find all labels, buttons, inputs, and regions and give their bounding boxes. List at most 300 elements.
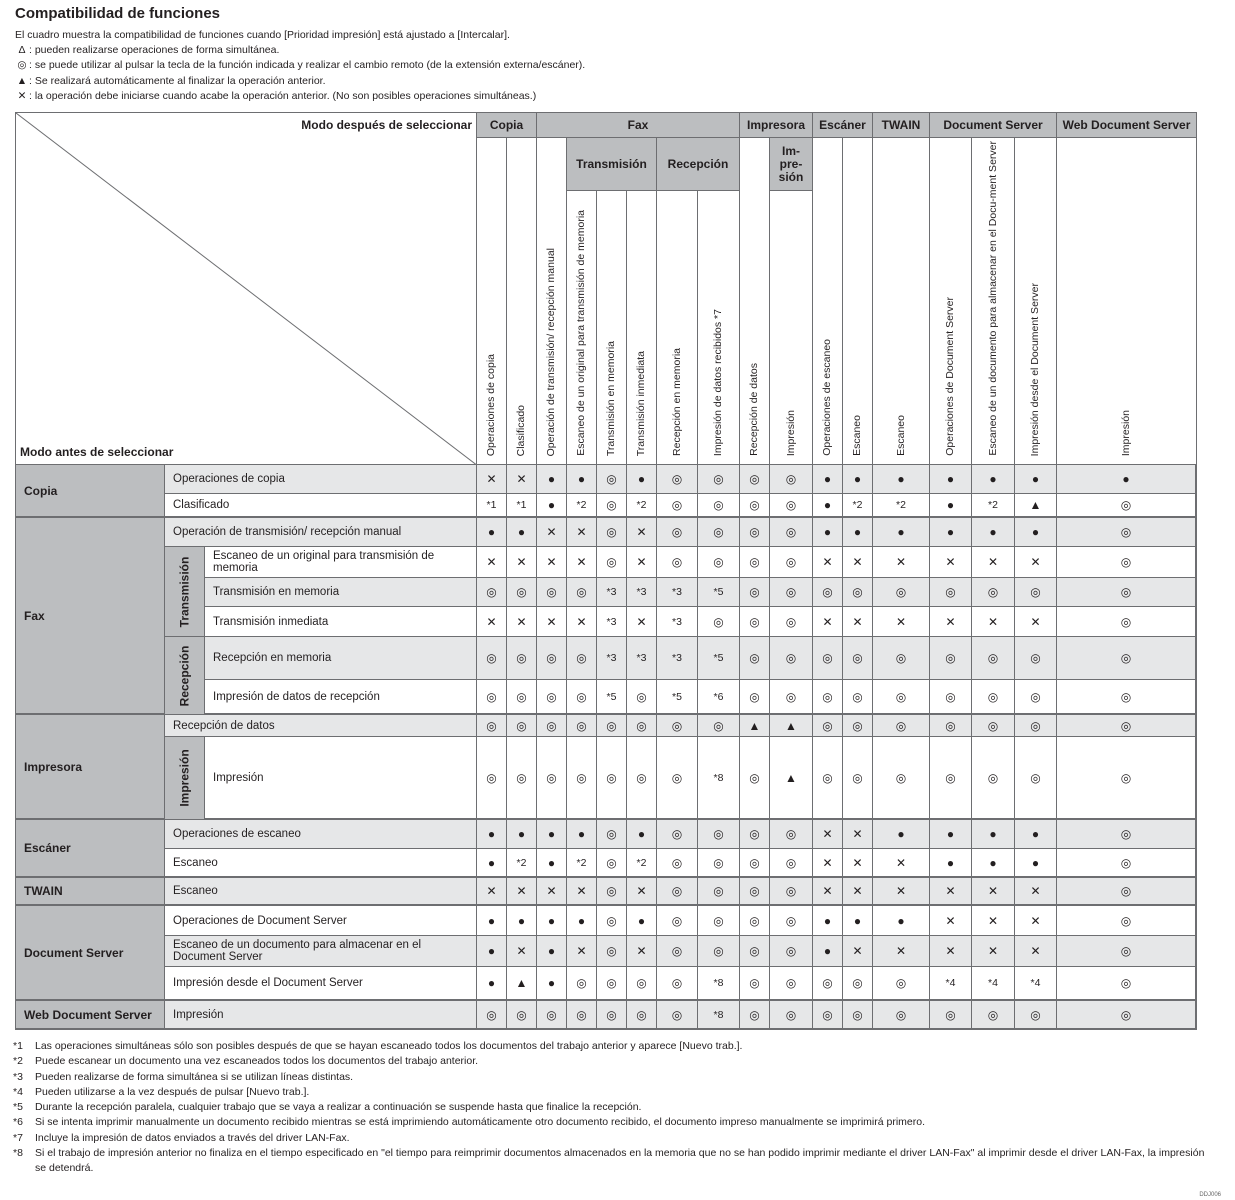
compatible-dot-icon-text: ● — [547, 498, 556, 512]
double-circle-icon — [972, 1001, 1015, 1030]
cross-icon-text: ✕ — [987, 913, 999, 928]
cross-icon — [537, 878, 567, 906]
double-circle-icon — [627, 680, 657, 715]
double-circle-icon-text: ◎ — [1120, 976, 1132, 990]
cross-icon-text: ✕ — [546, 614, 557, 629]
double-circle-icon — [597, 518, 627, 547]
triangle-filled-icon — [770, 737, 813, 820]
double-circle-icon-text: ◎ — [486, 689, 497, 704]
row-label-text: Operación de transmisión/ recepción manual — [173, 526, 402, 538]
figure-code: DDJ006 — [1199, 1192, 1221, 1198]
compatible-dot-icon-text: ● — [1122, 472, 1130, 486]
double-circle-icon-text: ◎ — [606, 525, 617, 539]
double-circle-icon — [627, 715, 657, 737]
double-circle-icon-text: ◎ — [749, 585, 760, 599]
double-circle-icon — [740, 849, 770, 878]
double-circle-icon-text: ◎ — [671, 525, 683, 539]
double-circle-icon-text: ◎ — [1030, 718, 1041, 733]
compatible-dot-icon-text: ● — [946, 827, 955, 841]
double-circle-icon-text: ◎ — [749, 944, 760, 958]
compatible-dot-icon — [477, 967, 507, 1001]
cross-icon — [477, 465, 507, 494]
double-circle-icon-text: ◎ — [671, 498, 683, 512]
double-circle-icon-text: ◎ — [1120, 689, 1132, 704]
column-header — [537, 138, 567, 465]
column-header-text: Escaneo — [894, 415, 907, 456]
double-circle-icon-text: ◎ — [671, 770, 683, 785]
double-circle-icon-text: ◎ — [945, 585, 956, 599]
cross-icon — [627, 607, 657, 637]
double-circle-icon-text: ◎ — [1120, 884, 1132, 898]
double-circle-icon-text: ◎ — [749, 525, 760, 539]
compatible-dot-icon-text: ● — [547, 976, 556, 990]
double-circle-icon-text: ◎ — [852, 689, 863, 704]
column-header — [1015, 138, 1057, 465]
double-circle-icon-text: ◎ — [895, 718, 907, 733]
double-circle-icon — [507, 578, 537, 607]
cross-icon — [477, 878, 507, 906]
compatible-dot-icon — [567, 820, 597, 849]
row-group-header-text: Web Document Server — [24, 1007, 152, 1022]
double-circle-icon — [873, 637, 930, 680]
double-circle-icon-text: ◎ — [713, 944, 724, 958]
cross-icon-text: ✕ — [636, 614, 647, 629]
double-circle-icon — [740, 465, 770, 494]
compatible-dot-icon-text: ● — [989, 827, 997, 841]
double-circle-icon-text: ◎ — [822, 718, 833, 733]
compatible-dot-icon — [1015, 820, 1057, 849]
double-circle-icon-text: ◎ — [516, 770, 527, 785]
cross-icon — [972, 878, 1015, 906]
double-circle-icon — [770, 906, 813, 936]
double-circle-icon — [537, 715, 567, 737]
triangle-filled-icon — [1015, 494, 1057, 518]
double-circle-icon — [567, 967, 597, 1001]
double-circle-icon — [1057, 680, 1197, 715]
double-circle-icon — [930, 680, 972, 715]
double-circle-icon — [770, 494, 813, 518]
double-circle-icon-text: ◎ — [749, 472, 760, 486]
double-circle-icon-text: ◎ — [576, 976, 587, 990]
cross-icon-text: ✕ — [987, 884, 999, 898]
double-circle-icon-text: ◎ — [636, 689, 647, 704]
compatible-dot-icon — [930, 465, 972, 494]
compatible-dot-icon — [1057, 465, 1197, 494]
double-circle-icon-text: ◎ — [785, 855, 797, 870]
double-circle-icon-text: ◎ — [576, 651, 587, 665]
column-header-text: Clasificado — [515, 404, 527, 456]
row-label-text: Impresión — [173, 1008, 224, 1021]
cross-icon-text: ✕ — [895, 614, 907, 629]
double-circle-icon-text: ◎ — [713, 855, 724, 870]
double-circle-icon — [657, 878, 698, 906]
double-circle-icon-text: ◎ — [516, 718, 527, 733]
row-label-text: Escaneo — [173, 885, 218, 897]
compatible-dot-icon-text: ● — [989, 525, 997, 539]
cross-icon — [537, 547, 567, 578]
footnote-ref-text: *3 — [672, 615, 682, 628]
cross-icon-text: ✕ — [486, 614, 497, 629]
footnote-ref-text: *3 — [636, 586, 647, 598]
double-circle-icon — [843, 967, 873, 1001]
double-circle-icon — [740, 1001, 770, 1030]
double-circle-icon — [657, 820, 698, 849]
double-circle-icon-text: ◎ — [546, 585, 557, 599]
compatible-dot-icon-text: ● — [823, 498, 832, 512]
double-circle-icon-text: ◎ — [987, 585, 999, 599]
cross-icon — [1015, 878, 1057, 906]
double-circle-icon — [1015, 637, 1057, 680]
compatible-dot-icon-text: ● — [1031, 855, 1040, 870]
double-circle-icon — [657, 906, 698, 936]
double-circle-icon — [813, 715, 843, 737]
compatible-dot-icon — [813, 465, 843, 494]
cross-icon-text: ✕ — [1030, 884, 1041, 898]
double-circle-icon — [972, 680, 1015, 715]
triangle-filled-icon-text: ▲ — [1029, 498, 1042, 512]
double-circle-icon-text: ◎ — [785, 651, 797, 665]
column-group-header — [813, 113, 873, 138]
double-circle-icon — [698, 820, 740, 849]
cross-icon-text: ✕ — [852, 555, 863, 569]
double-circle-icon-text: ◎ — [1120, 585, 1132, 599]
column-group-header-text: Impresora — [746, 118, 806, 132]
cross-icon-text: ✕ — [516, 472, 527, 486]
double-circle-icon — [698, 518, 740, 547]
compatible-dot-icon-text: ● — [487, 827, 496, 841]
footnote-ref-text: *2 — [896, 499, 906, 511]
double-circle-icon — [657, 547, 698, 578]
footnote-ref — [627, 494, 657, 518]
footnote-ref — [597, 637, 627, 680]
column-header — [507, 138, 537, 465]
column-header-text: Operaciones de escaneo — [821, 339, 833, 456]
double-circle-icon-text: ◎ — [486, 651, 497, 665]
column-header — [657, 191, 698, 465]
cross-icon — [813, 849, 843, 878]
double-circle-icon — [537, 737, 567, 820]
double-circle-icon-text: ◎ — [749, 689, 760, 704]
footnote-ref — [597, 607, 627, 637]
compatible-dot-icon — [972, 518, 1015, 547]
row-label-text: Recepción de datos — [173, 719, 275, 732]
double-circle-icon-text: ◎ — [713, 472, 724, 486]
cross-icon — [567, 607, 597, 637]
cross-icon — [507, 465, 537, 494]
cross-icon — [873, 547, 930, 578]
compatible-dot-icon — [930, 849, 972, 878]
double-circle-icon-text: ◎ — [606, 827, 617, 841]
double-circle-icon — [813, 578, 843, 607]
cross-icon-text: ✕ — [636, 555, 647, 569]
cross-icon-text: ✕ — [1030, 555, 1041, 569]
column-header — [843, 138, 873, 465]
double-circle-icon-text: ◎ — [1120, 614, 1132, 629]
cross-icon-text: ✕ — [516, 555, 527, 569]
double-circle-icon-text: ◎ — [606, 555, 617, 569]
cross-icon — [873, 607, 930, 637]
double-circle-icon-text: ◎ — [713, 718, 724, 733]
row-label-text: Impresión — [213, 771, 264, 784]
footnote-ref-text: *8 — [713, 771, 724, 784]
row-label — [205, 680, 477, 715]
compatible-dot-icon-text: ● — [577, 913, 586, 928]
double-circle-icon — [597, 967, 627, 1001]
double-circle-icon-text: ◎ — [486, 1007, 497, 1022]
cross-icon — [507, 878, 537, 906]
cross-icon-text: ✕ — [945, 944, 956, 958]
double-circle-icon — [770, 637, 813, 680]
row-group-header-text: Impresora — [24, 759, 83, 774]
double-circle-icon-text: ◎ — [546, 651, 557, 665]
double-circle-icon-text: ◎ — [785, 498, 797, 512]
cross-icon — [627, 878, 657, 906]
column-header-text: Transmisión inmediata — [635, 350, 647, 456]
double-circle-icon — [1057, 494, 1197, 518]
footnote-ref-text: *2 — [852, 499, 863, 511]
double-circle-icon-text: ◎ — [713, 884, 724, 898]
compatible-dot-icon — [537, 906, 567, 936]
footnote-ref — [507, 849, 537, 878]
double-circle-icon — [537, 578, 567, 607]
cross-icon — [930, 878, 972, 906]
double-circle-icon-text: ◎ — [486, 585, 497, 599]
cross-icon — [507, 607, 537, 637]
double-circle-icon-text: ◎ — [516, 689, 527, 704]
double-circle-icon — [657, 715, 698, 737]
column-header — [740, 138, 770, 465]
double-circle-icon-text: ◎ — [606, 1007, 617, 1022]
cross-icon — [972, 936, 1015, 967]
cross-icon — [813, 607, 843, 637]
cross-icon-text: ✕ — [576, 555, 587, 569]
cross-icon-text: ✕ — [636, 884, 647, 898]
double-circle-icon-text: ◎ — [749, 614, 760, 629]
cross-icon-text: ✕ — [546, 884, 557, 898]
double-circle-icon — [972, 715, 1015, 737]
double-circle-icon-text: ◎ — [1120, 770, 1132, 785]
footnote-ref — [1015, 967, 1057, 1001]
double-circle-icon — [873, 578, 930, 607]
cross-icon — [930, 906, 972, 936]
cross-icon — [567, 518, 597, 547]
row-label — [165, 465, 477, 494]
footnote-ref — [627, 849, 657, 878]
column-header-text: Escaneo — [851, 415, 863, 456]
footnote-ref — [597, 680, 627, 715]
double-circle-icon — [1057, 849, 1197, 878]
double-circle-icon — [507, 680, 537, 715]
compatible-dot-icon-text: ● — [897, 827, 905, 841]
double-circle-icon — [740, 680, 770, 715]
double-circle-icon-text: ◎ — [1120, 855, 1132, 870]
double-circle-icon — [740, 518, 770, 547]
footnote-ref-text: *3 — [672, 652, 682, 664]
column-header-text: Impresión desde el Document Server — [1029, 282, 1041, 456]
compatible-dot-icon-text: ● — [1031, 525, 1040, 539]
compatible-dot-icon — [627, 906, 657, 936]
double-circle-icon — [740, 737, 770, 820]
double-circle-icon-text: ◎ — [1120, 827, 1132, 841]
footnote-ref-text: *2 — [636, 856, 647, 869]
double-circle-icon — [567, 637, 597, 680]
double-circle-icon — [843, 637, 873, 680]
double-circle-icon — [657, 849, 698, 878]
double-circle-icon-text: ◎ — [713, 525, 724, 539]
footnote-ref — [698, 680, 740, 715]
footnote-ref-text: *5 — [713, 586, 724, 598]
cross-icon-text: ✕ — [895, 855, 907, 870]
double-circle-icon — [567, 680, 597, 715]
double-circle-icon-text: ◎ — [749, 884, 760, 898]
compatible-dot-icon-text: ● — [487, 976, 496, 990]
cross-icon-text: ✕ — [516, 944, 527, 958]
cross-icon — [843, 849, 873, 878]
cross-icon-text: ✕ — [1030, 944, 1041, 958]
compatible-dot-icon — [873, 465, 930, 494]
row-label-text: Impresión desde el Document Server — [173, 977, 363, 989]
double-circle-icon — [698, 547, 740, 578]
double-circle-icon-text: ◎ — [1030, 770, 1041, 785]
row-group-header — [15, 1001, 165, 1030]
triangle-filled-icon-text: ▲ — [785, 718, 797, 733]
compatible-dot-icon-text: ● — [823, 913, 832, 928]
column-header — [930, 138, 972, 465]
footnote: *3 Pueden realizarse de forma simultánea si se utilizan líneas distintas. — [13, 1070, 354, 1083]
column-group-header — [740, 113, 813, 138]
cross-icon — [843, 936, 873, 967]
compatible-dot-icon — [507, 906, 537, 936]
row-group-header-text: Fax — [24, 608, 45, 623]
cross-icon-text: ✕ — [852, 614, 863, 629]
row-group-header — [15, 820, 165, 878]
footnote-ref — [873, 494, 930, 518]
compatible-dot-icon-text: ● — [1031, 472, 1040, 486]
double-circle-icon — [813, 637, 843, 680]
footnote-ref — [477, 494, 507, 518]
compatible-dot-icon-text: ● — [897, 913, 905, 928]
cross-icon-text: ✕ — [576, 944, 587, 958]
compatible-dot-icon-text: ● — [517, 827, 526, 841]
footnote-ref — [627, 637, 657, 680]
triangle-filled-icon — [770, 715, 813, 737]
compatible-dot-icon-text: ● — [853, 472, 862, 486]
double-circle-icon — [740, 637, 770, 680]
double-circle-icon-text: ◎ — [606, 770, 617, 785]
double-circle-icon — [627, 737, 657, 820]
double-circle-icon-text: ◎ — [749, 913, 760, 928]
cross-icon-text: ✕ — [822, 555, 833, 569]
triangle-filled-icon — [507, 967, 537, 1001]
double-circle-icon-text: ◎ — [606, 944, 617, 958]
double-circle-icon-text: ◎ — [606, 976, 617, 990]
double-circle-icon-text: ◎ — [576, 689, 587, 704]
double-circle-icon-text: ◎ — [606, 472, 617, 486]
compatible-dot-icon-text: ● — [577, 827, 586, 841]
double-circle-icon — [1015, 1001, 1057, 1030]
footnote-ref — [597, 578, 627, 607]
page-title: Compatibilidad de funciones — [15, 5, 221, 22]
row-label-text: Operaciones de escaneo — [173, 828, 301, 840]
row-label — [205, 547, 477, 578]
compatible-dot-icon-text: ● — [547, 944, 556, 958]
double-circle-icon — [770, 878, 813, 906]
double-circle-icon-text: ◎ — [852, 1007, 863, 1022]
double-circle-icon-text: ◎ — [1120, 555, 1132, 569]
cross-icon-text: ✕ — [822, 827, 833, 841]
row-subgroup-transmision — [165, 547, 205, 637]
cross-icon-text: ✕ — [945, 913, 956, 928]
double-circle-icon-text: ◎ — [945, 718, 956, 733]
footnote-ref — [657, 607, 698, 637]
double-circle-icon-text: ◎ — [546, 1007, 557, 1022]
column-header-text: Escaneo de un original para transmisión de memoria — [575, 210, 587, 456]
footnote: *1 Las operaciones simultáneas sólo son posibles después de que se hayan escaneado todos los documentos del trabajo anterior y aparece [Nuevo trab.]. — [13, 1040, 743, 1052]
double-circle-icon-text: ◎ — [1120, 718, 1132, 733]
double-circle-icon — [698, 878, 740, 906]
double-circle-icon-text: ◎ — [546, 770, 557, 785]
row-label — [165, 936, 477, 967]
compatible-dot-icon-text: ● — [946, 472, 955, 486]
compatible-dot-icon-text: ● — [823, 944, 832, 958]
footnote-ref-text: *1 — [516, 499, 527, 511]
double-circle-icon-text: ◎ — [822, 976, 833, 990]
compatible-dot-icon — [537, 494, 567, 518]
double-circle-icon-text: ◎ — [987, 1007, 999, 1022]
compatible-dot-icon — [972, 820, 1015, 849]
double-circle-icon — [930, 737, 972, 820]
double-circle-icon-text: ◎ — [895, 1007, 907, 1022]
footnote-ref-text: *5 — [713, 652, 724, 664]
footnote-ref-text: *2 — [576, 856, 587, 869]
double-circle-icon-text: ◎ — [576, 1007, 587, 1022]
column-group-header — [537, 113, 740, 138]
double-circle-icon — [813, 1001, 843, 1030]
double-circle-icon-text: ◎ — [1030, 1007, 1041, 1022]
double-circle-icon-text: ◎ — [785, 555, 797, 569]
double-circle-icon-text: ◎ — [785, 472, 797, 486]
row-subgroup-transmision-text: Transmisión — [177, 556, 192, 627]
double-circle-icon — [770, 967, 813, 1001]
column-group-header-text: Web Document Server — [1062, 118, 1191, 132]
compatible-dot-icon — [477, 849, 507, 878]
cross-icon-text: ✕ — [852, 944, 863, 958]
double-circle-icon-text: ◎ — [895, 651, 907, 665]
column-group-header-text: Copia — [489, 118, 524, 132]
compatible-dot-icon-text: ● — [637, 472, 646, 486]
double-circle-icon-text: ◎ — [671, 827, 683, 841]
row-group-header — [15, 465, 165, 518]
triangle-filled-icon-text: ▲ — [748, 718, 761, 733]
cross-icon — [813, 820, 843, 849]
compatible-dot-icon-text: ● — [487, 913, 496, 928]
double-circle-icon-text: ◎ — [822, 689, 833, 704]
cross-icon-text: ✕ — [486, 472, 497, 486]
double-circle-icon-text: ◎ — [1120, 1007, 1132, 1022]
double-circle-icon — [597, 1001, 627, 1030]
compatible-dot-icon — [930, 518, 972, 547]
double-circle-icon-text: ◎ — [671, 976, 683, 990]
double-circle-icon — [1057, 906, 1197, 936]
cross-icon — [873, 849, 930, 878]
cross-icon — [843, 878, 873, 906]
row-subgroup-recepcion-text: Recepción — [177, 645, 192, 706]
double-circle-icon — [698, 494, 740, 518]
cross-icon-text: ✕ — [486, 884, 497, 898]
double-circle-icon-text: ◎ — [713, 827, 724, 841]
footnote-ref — [972, 494, 1015, 518]
cross-icon — [627, 547, 657, 578]
